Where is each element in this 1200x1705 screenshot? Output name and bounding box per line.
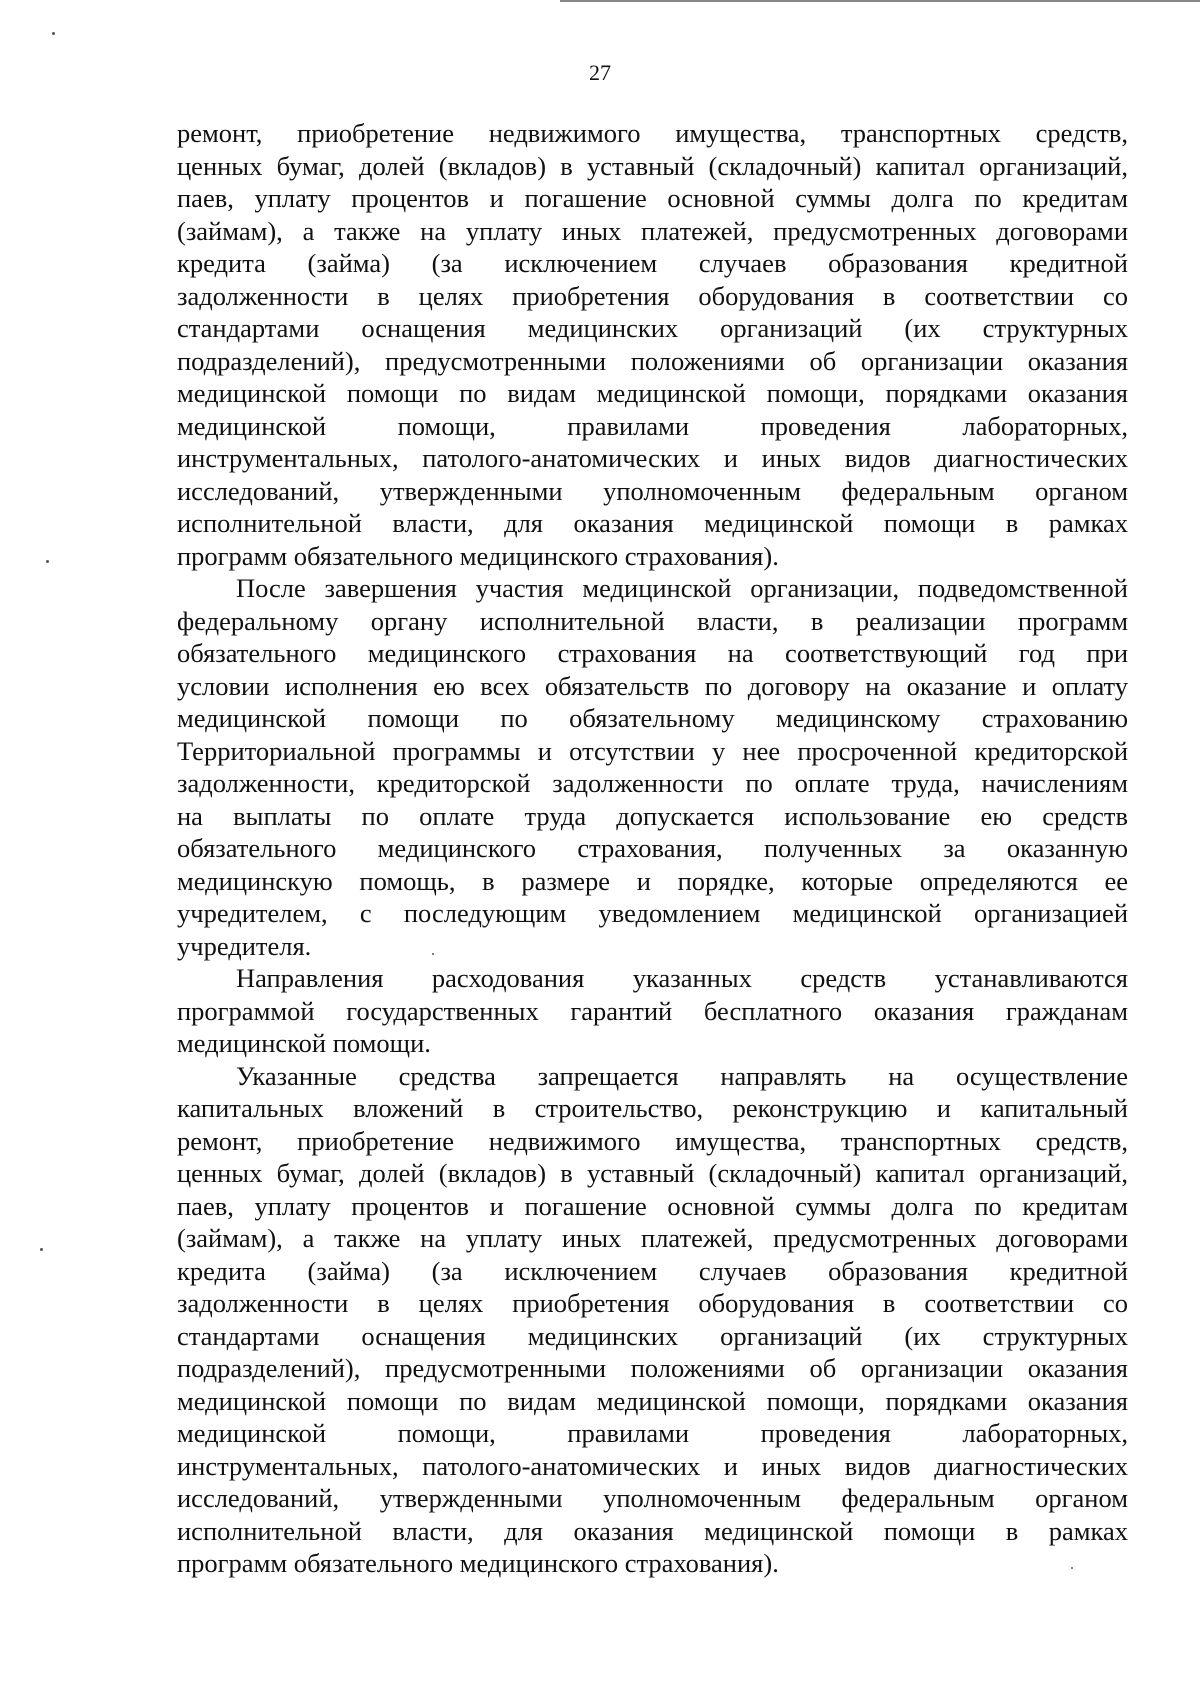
text-line: медицинскую помощь, в размере и порядке, которые определяются ее [177,865,1128,896]
text-line: федеральному органу исполнительной власти, в реализации программ [177,605,1128,636]
text-line: исследований, утвержденными уполномоченным федеральным органом [177,1483,1128,1513]
text-line: кредита (займа) (за исключением случаев образования кредитной [177,248,1128,278]
text-line: кредита (займа) (за исключением случаев образования кредитной [177,1255,1128,1286]
text-line: паев, уплату процентов и погашение основной суммы долга по кредитам [177,1190,1128,1221]
text-line: ценных бумаг, долей (вкладов) в уставный (складочный) капитал организаций, [177,1158,1128,1188]
text-line: медицинской помощи по видам медицинской помощи, порядками оказания [177,378,1128,408]
text-line: задолженности, кредиторской задолженности по оплате труда, начислениям [177,768,1128,798]
text-line: стандартами оснащения медицинских организаций (их структурных [177,1320,1128,1351]
text-line: капитальных вложений в строительство, реконструкцию и капитальный [177,1093,1128,1123]
text-line: подразделений), предусмотренными положениями об организации оказания [177,345,1128,376]
text-line: Территориальной программы и отсутствии у нее просроченной кредиторской [177,735,1128,766]
text-line: ценных бумаг, долей (вкладов) в уставный (складочный) капитал организаций, [177,150,1128,181]
text-line: обязательного медицинского страхования, полученных за оказанную [177,833,1128,863]
text-line: стандартами оснащения медицинских организаций (их структурных [177,313,1128,343]
text-line: задолженности в целях приобретения оборудования в соответствии со [177,280,1128,311]
paragraph-first-line: Указанные средства запрещается направлять на осуществление [236,1060,1128,1091]
text-line: подразделений), предусмотренными положениями об организации оказания [177,1353,1128,1383]
text-line: учредителя. [177,930,312,961]
text-line: задолженности в целях приобретения оборудования в соответствии со [177,1288,1128,1318]
scan-top-edge [560,0,1200,2]
paragraph-first-line: Направления расходования указанных средств устанавливаются [236,963,1128,993]
text-line: инструментальных, патолого-анатомических и иных видов диагностических [177,1450,1128,1481]
scan-speck [432,953,434,955]
text-line: ремонт, приобретение недвижимого имущества, транспортных средств, [177,118,1128,148]
text-line: (займам), а также на уплату иных платежей, предусмотренных договорами [177,215,1128,246]
paragraph-first-line: После завершения участия медицинской организации, подведомственной [236,573,1128,603]
text-line: паев, уплату процентов и погашение основной суммы долга по кредитам [177,183,1128,213]
text-line: ремонт, приобретение недвижимого имущества, транспортных средств, [177,1125,1128,1156]
text-line: (займам), а также на уплату иных платежей, предусмотренных договорами [177,1223,1128,1253]
scan-speck [52,32,55,35]
text-line: обязательного медицинского страхования на соответствующий год при [177,638,1128,668]
text-line: исследований, утвержденными уполномоченным федеральным органом [177,475,1128,506]
text-line: условии исполнения ею всех обязательств по договору на оказание и оплату [177,670,1128,701]
text-line: инструментальных, патолого-анатомических и иных видов диагностических [177,443,1128,473]
scan-speck [46,560,49,563]
page-number: 27 [589,60,611,85]
text-line: учредителем, с последующим уведомлением медицинской организацией [177,898,1128,928]
text-line: медицинской помощи по видам медицинской помощи, порядками оказания [177,1385,1128,1416]
text-line: программ обязательного медицинского страхования). [177,540,779,571]
text-line: медицинской помощи по обязательному медицинскому страхованию [177,703,1128,733]
text-line: медицинской помощи, правилами проведения лабораторных, [177,410,1128,441]
body-text [177,117,1128,1580]
scan-speck [40,1248,43,1251]
text-line: программой государственных гарантий бесплатного оказания гражданам [177,995,1128,1026]
text-line: медицинской помощи. [177,1028,431,1058]
text-line: программ обязательного медицинского страхования). [177,1548,779,1578]
text-line: на выплаты по оплате труда допускается использование ею средств [177,800,1128,831]
scan-speck [1071,1567,1073,1569]
text-line: исполнительной власти, для оказания медицинской помощи в рамках [177,1515,1128,1546]
text-line: медицинской помощи, правилами проведения лабораторных, [177,1418,1128,1448]
text-line: исполнительной власти, для оказания медицинской помощи в рамках [177,508,1128,538]
